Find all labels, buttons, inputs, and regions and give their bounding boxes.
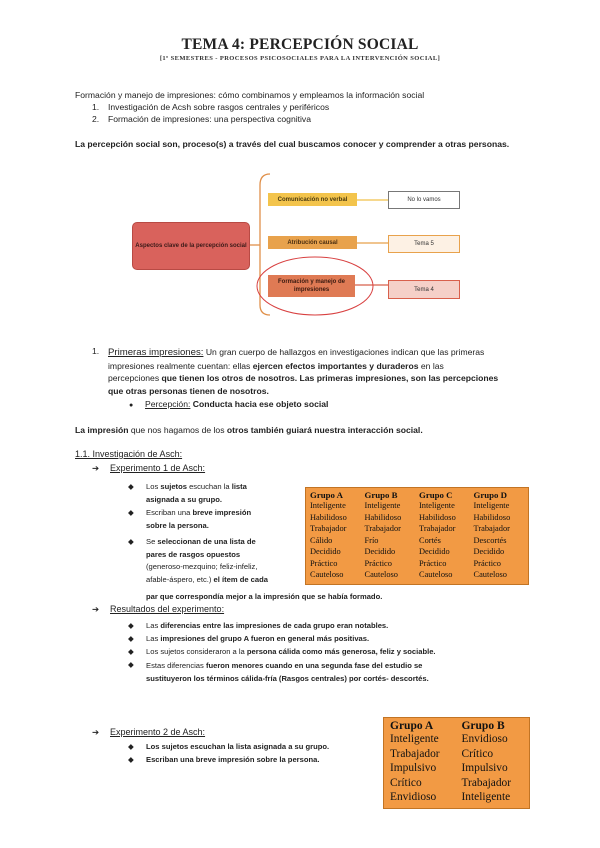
t1-header-c: Grupo C — [419, 490, 453, 500]
t1-cell: Trabajador — [310, 524, 347, 533]
exp1-b3e: afable-áspero, etc.) — [146, 574, 214, 584]
t1-cell: Cortés — [419, 535, 441, 545]
exp2-bullet-2: Escriban una breve impresión sobre la persona. — [146, 755, 320, 764]
impression-line — [75, 425, 423, 436]
impression-line-3: otros también guiará nuestra interacción social. — [226, 425, 423, 435]
diagram-target-nonverbal: No lo vamos — [388, 191, 460, 209]
t1-cell: Decidido — [419, 547, 450, 556]
t1-cell: Habilidoso — [310, 512, 347, 522]
result-4 — [146, 659, 429, 685]
t1-cell: Cálido — [310, 535, 333, 545]
result-1b: diferencias entre las impresiones de cada grupo eran notables. — [160, 621, 389, 630]
page-subtitle: [1º SEMESTRES - PROCESOS PSICOSOCIALES PARA LA INTERVENCIÓN SOCIAL] — [159, 55, 441, 62]
diagram-branch-impressions: Formación y manejo de impresiones — [268, 275, 355, 297]
section1-text-1: Un gran cuerpo de hallazgos en investigaciones indican que las primeras — [203, 347, 485, 357]
t1-cell: Práctico — [364, 558, 392, 568]
t2-cell: Impulsivo — [390, 762, 437, 774]
t1-cell: Trabajador — [473, 524, 510, 533]
perception-label: Percepción: — [145, 399, 191, 409]
t1-header-d: Grupo D — [473, 490, 507, 500]
exp1-b3a: Se — [146, 537, 158, 546]
t2-cell: Inteligente — [461, 791, 511, 803]
t1-cell: Trabajador — [419, 524, 456, 533]
t1-row — [306, 535, 528, 547]
t1-row — [306, 512, 528, 524]
t1-cell: Trabajador — [364, 524, 401, 533]
group-table-1 — [305, 487, 529, 585]
intro-item-1: Investigación de Acsh sobre rasgos centrales y periféricos — [108, 102, 330, 112]
t1-cell: Cauteloso — [364, 570, 398, 579]
result-2a: Las — [146, 634, 161, 643]
arrow-icon: ➔ — [92, 463, 100, 473]
t2-row — [384, 776, 529, 791]
t1-cell: Práctico — [473, 558, 501, 568]
t1-cell: Habilidoso — [473, 512, 511, 522]
exp1-b1e: asignada a su grupo. — [146, 494, 222, 504]
bullet-dot: ● — [129, 402, 134, 409]
impression-line-2: que nos hagamos de los — [128, 425, 227, 435]
exp1-b1d: lista — [231, 482, 247, 491]
t1-cell: Cauteloso — [419, 570, 453, 579]
t2-row — [384, 747, 529, 762]
section1-num: 1. — [92, 346, 100, 356]
section1-text-7: que otras personas tienen de nosotros. — [108, 385, 269, 396]
diagram-target-impressions: Tema 4 — [388, 280, 460, 299]
exp1-b3b: seleccionan de una lista de — [157, 537, 256, 546]
t2-cell: Impulsivo — [461, 762, 508, 774]
result-2 — [146, 633, 369, 645]
result-3a: Los sujetos consideraron a la — [146, 647, 247, 656]
result-4a: Estas diferencias — [146, 661, 206, 670]
t1-row — [306, 546, 528, 558]
t2-row — [384, 732, 529, 747]
t1-cell: Inteligente — [473, 501, 510, 510]
diamond-icon: ◆ — [128, 660, 134, 669]
t1-row — [306, 558, 528, 570]
exp1-heading: Experimento 1 de Asch: — [110, 463, 206, 473]
exp1-b1b: sujetos — [160, 482, 187, 491]
t1-cell: Frío — [364, 535, 379, 545]
section1-heading: Primeras impresiones: — [108, 347, 204, 358]
perception-definition — [145, 399, 328, 410]
diagram-branch-attribution: Atribución causal — [268, 236, 357, 249]
section1-text-4: en las — [418, 360, 444, 371]
result-3 — [146, 646, 436, 658]
t2-cell: Trabajador — [461, 776, 512, 789]
diamond-icon: ◆ — [128, 647, 134, 656]
t2-row — [384, 761, 529, 776]
t1-cell: Cauteloso — [473, 570, 507, 579]
diamond-icon: ◆ — [128, 621, 134, 630]
section1-text-3: ejercen efectos importantes y duraderos — [252, 360, 419, 371]
section1-paragraph — [108, 346, 498, 397]
t1-cell: Cauteloso — [310, 570, 344, 579]
t1-row — [306, 500, 528, 512]
result-4b: fueron menores cuando en una segunda fase del estudio se — [205, 661, 423, 670]
exp1-b2b: breve impresión — [192, 508, 252, 517]
asch-heading: 1.1. Investigación de Asch: — [75, 449, 183, 459]
exp1-b3d: (generoso-mezquino; feliz-infeliz, — [146, 562, 258, 571]
group-table-2 — [383, 717, 530, 809]
section1-text-6: que tienen los otros de nosotros. Las primeras impresiones, son las percepciones — [161, 373, 499, 383]
t1-cell: Decidido — [310, 547, 341, 556]
diagram-center-node: Aspectos clave de la percepción social — [132, 222, 250, 270]
t2-cell: Crítico — [390, 776, 422, 789]
exp1-b3c: pares de rasgos opuestos — [146, 549, 241, 559]
t2-cell: Envidioso — [461, 733, 508, 745]
t1-cell: Descortés — [473, 535, 507, 545]
page-title: TEMA 4: PERCEPCIÓN SOCIAL — [181, 36, 419, 53]
intro-item-2-num: 2. — [92, 114, 100, 124]
exp2-heading: Experimento 2 de Asch: — [110, 727, 206, 737]
intro-item-2: Formación de impresiones: una perspectiva cognitiva — [108, 114, 312, 124]
diamond-icon: ◆ — [128, 508, 134, 517]
t2-cell: Trabajador — [390, 747, 440, 760]
result-4c: sustituyeron los términos cálida-fría (Rasgos centrales) por cortés- descortés. — [146, 674, 429, 683]
arrow-icon: ➔ — [92, 727, 100, 737]
t1-header-a: Grupo A — [310, 490, 343, 500]
diamond-icon: ◆ — [128, 634, 134, 643]
t2-cell: Envidioso — [390, 791, 437, 803]
exp1-b3f: el ítem de cada — [213, 574, 268, 584]
t1-row — [306, 569, 528, 581]
section1-text-5: percepciones — [108, 373, 162, 383]
exp1-b1a: Los — [146, 482, 161, 491]
t1-cell: Decidido — [364, 547, 396, 556]
section1-text-2: impresiones realmente cuentan: ellas — [108, 360, 253, 371]
t1-cell: Decidido — [473, 547, 505, 556]
perception-text: Conducta hacia ese objeto social — [190, 399, 329, 409]
t2-row — [384, 790, 529, 805]
result-1a: Las — [146, 621, 161, 630]
diamond-icon: ◆ — [128, 742, 134, 751]
result-2b: impresiones del grupo A fueron en general más positivas. — [160, 634, 370, 643]
intro-item-1-num: 1. — [92, 102, 100, 112]
diamond-icon: ◆ — [128, 755, 134, 764]
t1-cell: Práctico — [419, 558, 447, 568]
t1-cell: Práctico — [310, 558, 338, 568]
t1-cell: Habilidoso — [364, 512, 402, 522]
t1-header-b: Grupo B — [364, 490, 398, 500]
t2-cell: Crítico — [461, 747, 494, 760]
diamond-icon: ◆ — [128, 482, 134, 491]
t1-cell: Habilidoso — [419, 512, 456, 522]
diagram-target-attribution: Tema 5 — [388, 235, 460, 253]
results-heading: Resultados del experimento: — [110, 604, 225, 614]
exp2-bullet-1: Los sujetos escuchan la lista asignada a su grupo. — [146, 742, 330, 751]
arrow-icon: ➔ — [92, 604, 100, 614]
concept-diagram — [130, 165, 470, 325]
exp1-bullet-1 — [146, 481, 247, 506]
t2-header-a: Grupo A — [390, 720, 434, 732]
definition: La percepción social son, proceso(s) a través del cual buscamos conocer y comprender a otras personas. — [75, 139, 510, 149]
t2-header-b: Grupo B — [461, 720, 505, 732]
result-3b: persona cálida como más generosa, feliz y sociable. — [246, 647, 436, 656]
t2-cell: Inteligente — [390, 733, 439, 745]
exp1-b2c: sobre la persona. — [146, 520, 209, 530]
exp1-bullet-3 — [146, 536, 268, 586]
exp1-bullet-2 — [146, 507, 251, 532]
diagram-branch-nonverbal: Comunicación no verbal — [268, 193, 357, 206]
impression-line-1: La impresión — [75, 425, 129, 435]
t1-cell: Inteligente — [419, 501, 455, 510]
t1-cell: Inteligente — [364, 501, 401, 510]
diamond-icon: ◆ — [128, 537, 134, 546]
exp1-b2a: Escriban una — [146, 508, 193, 517]
exp1-b1c: escuchan la — [186, 482, 232, 491]
t1-row — [306, 523, 528, 535]
exp1-b3g: par que correspondía mejor a la impresión que se había formado. — [146, 592, 383, 601]
result-1 — [146, 620, 388, 632]
t1-cell: Inteligente — [310, 501, 346, 510]
intro-line: Formación y manejo de impresiones: cómo combinamos y empleamos la información social — [75, 90, 425, 100]
